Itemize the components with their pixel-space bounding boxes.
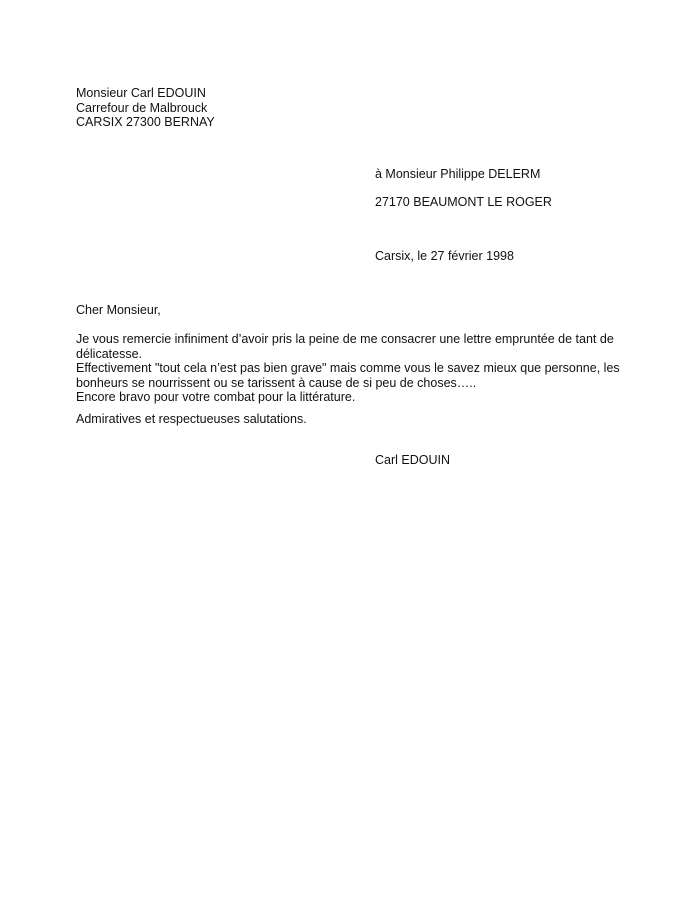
body-line: Effectivement "tout cela n’est pas bien grave" mais comme vous le savez mieux que personne, les	[76, 361, 620, 375]
sender-address	[76, 86, 215, 130]
signature: Carl EDOUIN	[375, 453, 451, 467]
closing-line: Admiratives et respectueuses salutations.	[76, 412, 307, 426]
body-line: Encore bravo pour votre combat pour la littérature.	[76, 390, 356, 404]
body-line: bonheurs se nourrissent ou se tarissent à cause de si peu de choses…..	[76, 375, 477, 390]
body-line: Je vous remercie infiniment d’avoir pris la peine de me consacrer une lettre empruntée de tant de	[76, 332, 614, 346]
recipient-name: à Monsieur Philippe DELERM	[375, 167, 541, 181]
salutation: Cher Monsieur,	[76, 303, 161, 317]
letter-body	[76, 332, 620, 405]
date-line: Carsix, le 27 février 1998	[375, 249, 514, 263]
sender-street: Carrefour de Malbrouck	[76, 100, 208, 115]
sender-city: CARSIX 27300 BERNAY	[76, 115, 215, 129]
body-line: délicatesse.	[76, 346, 143, 361]
recipient-city: 27170 BEAUMONT LE ROGER	[375, 195, 552, 209]
sender-name: Monsieur Carl EDOUIN	[76, 86, 206, 100]
